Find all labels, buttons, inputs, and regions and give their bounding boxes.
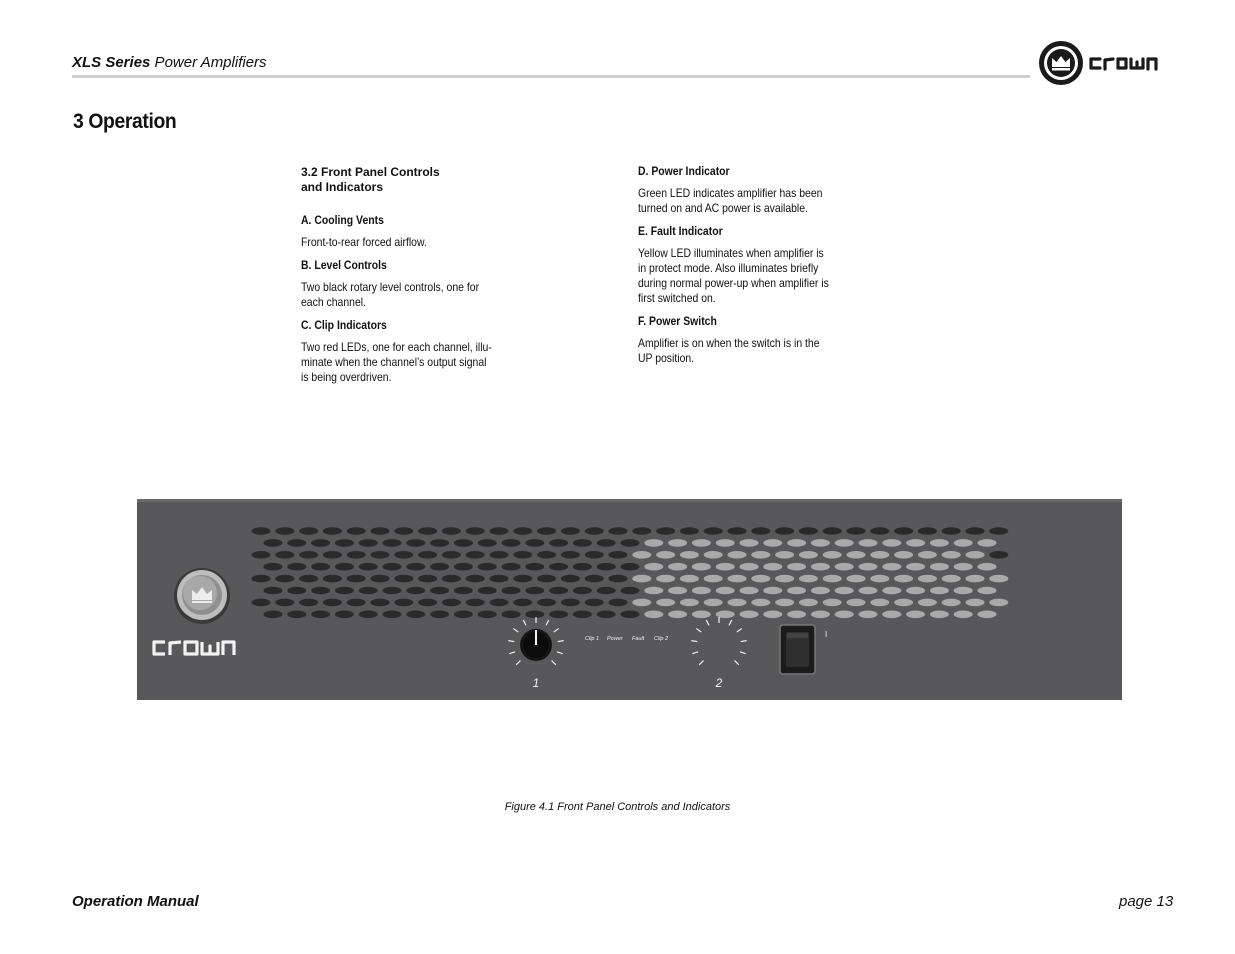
vent-hole xyxy=(644,587,663,595)
vent-hole xyxy=(728,575,747,583)
vent-hole xyxy=(335,587,354,595)
vent-hole xyxy=(835,611,854,619)
vent-hole xyxy=(906,587,925,595)
vent-hole xyxy=(383,587,402,595)
vent-hole xyxy=(311,539,330,547)
vent-hole xyxy=(537,599,556,607)
vent-hole xyxy=(799,599,818,607)
vent-hole xyxy=(942,575,961,583)
vent-hole xyxy=(371,575,390,583)
vent-hole xyxy=(966,575,985,583)
vent-hole xyxy=(537,575,556,583)
vent-hole xyxy=(799,527,818,535)
vent-hole xyxy=(954,611,973,619)
vent-hole xyxy=(847,527,866,535)
vent-hole xyxy=(621,539,640,547)
vent-hole xyxy=(847,599,866,607)
vent-hole xyxy=(537,527,556,535)
item-body-cooling-vents: Front-to-rear forced airflow. xyxy=(301,236,427,249)
vent-hole xyxy=(335,611,354,619)
footer-manual-title: Operation Manual xyxy=(72,893,199,910)
vent-hole xyxy=(835,539,854,547)
vent-hole xyxy=(930,539,949,547)
series-subtitle: Power Amplifiers xyxy=(150,54,267,71)
vent-hole xyxy=(252,551,271,559)
vent-hole xyxy=(894,575,913,583)
vent-hole xyxy=(799,551,818,559)
vent-hole xyxy=(347,527,366,535)
vent-hole xyxy=(906,611,925,619)
fault-indicator-label: Fault xyxy=(632,636,645,642)
vent-hole xyxy=(751,575,770,583)
vent-hole xyxy=(692,587,711,595)
vent-hole xyxy=(323,527,342,535)
vent-hole xyxy=(835,563,854,571)
vent-hole xyxy=(823,599,842,607)
item-heading-power-switch: F. Power Switch xyxy=(638,315,717,328)
series-name: XLS Series xyxy=(72,54,151,71)
vent-hole xyxy=(549,539,568,547)
vent-hole xyxy=(918,551,937,559)
vent-hole xyxy=(989,551,1008,559)
vent-hole xyxy=(597,563,616,571)
vent-hole xyxy=(609,551,628,559)
vent-hole xyxy=(906,539,925,547)
vent-hole xyxy=(561,575,580,583)
vent-hole xyxy=(347,599,366,607)
vent-hole xyxy=(870,551,889,559)
vent-hole xyxy=(502,587,521,595)
vent-hole xyxy=(680,527,699,535)
crown-badge-icon xyxy=(174,568,230,624)
vent-hole xyxy=(989,575,1008,583)
vent-hole xyxy=(525,563,544,571)
vent-hole xyxy=(930,611,949,619)
vent-hole xyxy=(466,599,485,607)
vent-hole xyxy=(954,539,973,547)
vent-hole xyxy=(383,611,402,619)
vent-hole xyxy=(478,611,497,619)
vent-hole xyxy=(252,527,271,535)
footer-page-number: page 13 xyxy=(1119,893,1174,910)
vent-hole xyxy=(918,599,937,607)
vent-hole xyxy=(609,575,628,583)
vent-hole xyxy=(418,575,437,583)
right-column xyxy=(638,164,853,374)
vent-hole xyxy=(383,563,402,571)
vent-hole xyxy=(811,539,830,547)
vent-hole xyxy=(918,575,937,583)
vent-hole xyxy=(668,611,687,619)
vent-hole xyxy=(966,527,985,535)
vent-hole xyxy=(264,539,283,547)
vent-hole xyxy=(371,599,390,607)
vent-hole xyxy=(787,539,806,547)
vent-hole xyxy=(430,563,449,571)
vent-hole xyxy=(454,563,473,571)
vent-hole xyxy=(347,551,366,559)
front-panel-illustration xyxy=(137,499,1122,700)
item-body-power-switch: Amplifier is on when the switch is in the UP position. xyxy=(638,337,820,365)
vent-hole xyxy=(799,575,818,583)
item-heading-cooling-vents: A. Cooling Vents xyxy=(301,214,384,227)
vent-hole xyxy=(882,587,901,595)
vent-hole xyxy=(549,563,568,571)
vent-hole xyxy=(668,539,687,547)
vent-hole xyxy=(573,611,592,619)
vent-hole xyxy=(406,587,425,595)
vent-hole xyxy=(989,599,1008,607)
vent-hole xyxy=(275,551,294,559)
vent-hole xyxy=(502,539,521,547)
vent-hole xyxy=(704,599,723,607)
vent-hole xyxy=(668,563,687,571)
vent-hole xyxy=(728,527,747,535)
vent-hole xyxy=(621,611,640,619)
vent-hole xyxy=(894,599,913,607)
subsection-title-line1: 3.2 Front Panel Controls xyxy=(301,165,440,179)
vent-hole xyxy=(823,527,842,535)
vent-hole xyxy=(847,575,866,583)
vent-hole xyxy=(525,587,544,595)
subsection-title xyxy=(301,165,516,195)
vent-hole xyxy=(323,599,342,607)
vent-hole xyxy=(573,587,592,595)
vent-hole xyxy=(609,599,628,607)
vent-hole xyxy=(978,539,997,547)
vent-hole xyxy=(418,599,437,607)
vent-hole xyxy=(930,587,949,595)
running-header xyxy=(72,54,267,71)
vent-hole xyxy=(692,563,711,571)
vent-hole xyxy=(882,563,901,571)
vent-hole xyxy=(680,575,699,583)
vent-hole xyxy=(716,563,735,571)
item-heading-fault-indicator: E. Fault Indicator xyxy=(638,225,723,238)
vent-hole xyxy=(359,611,378,619)
vent-hole xyxy=(275,527,294,535)
vent-hole xyxy=(692,611,711,619)
vent-hole xyxy=(621,563,640,571)
vent-hole xyxy=(406,563,425,571)
vent-hole xyxy=(716,611,735,619)
section-title: 3 Operation xyxy=(73,110,177,133)
vent-hole xyxy=(597,539,616,547)
item-heading-clip-indicators: C. Clip Indicators xyxy=(301,319,387,332)
vent-hole xyxy=(704,551,723,559)
vent-hole xyxy=(751,551,770,559)
vent-hole xyxy=(870,575,889,583)
vent-hole xyxy=(609,527,628,535)
vent-hole xyxy=(299,527,318,535)
vent-hole xyxy=(728,599,747,607)
crown-logo-icon xyxy=(1036,38,1186,88)
vent-hole xyxy=(287,611,306,619)
vent-hole xyxy=(299,551,318,559)
vent-hole xyxy=(311,587,330,595)
vent-hole xyxy=(430,539,449,547)
clip2-indicator-label: Clip 2 xyxy=(654,636,669,642)
clip1-indicator-label: Clip 1 xyxy=(585,636,600,642)
vent-hole xyxy=(323,575,342,583)
vent-hole xyxy=(632,599,651,607)
vent-hole xyxy=(466,527,485,535)
vent-hole xyxy=(656,599,675,607)
vent-hole xyxy=(406,611,425,619)
power-indicator-label: Power xyxy=(607,636,623,642)
left-column xyxy=(301,165,516,393)
vent-hole xyxy=(847,551,866,559)
vent-hole xyxy=(966,551,985,559)
vent-hole xyxy=(502,563,521,571)
vent-hole xyxy=(716,539,735,547)
vent-hole xyxy=(264,611,283,619)
vent-hole xyxy=(252,599,271,607)
vent-hole xyxy=(740,539,759,547)
vent-hole xyxy=(978,563,997,571)
vent-hole xyxy=(632,527,651,535)
vent-hole xyxy=(787,587,806,595)
vent-hole xyxy=(775,527,794,535)
vent-hole xyxy=(632,551,651,559)
vent-hole xyxy=(323,551,342,559)
vent-hole xyxy=(264,587,283,595)
vent-hole xyxy=(561,527,580,535)
vent-hole xyxy=(359,563,378,571)
vent-hole xyxy=(490,551,509,559)
vent-hole xyxy=(311,563,330,571)
vent-hole xyxy=(454,587,473,595)
vent-hole xyxy=(299,599,318,607)
vent-hole xyxy=(490,575,509,583)
vent-hole xyxy=(656,575,675,583)
vent-hole xyxy=(549,587,568,595)
vent-hole xyxy=(978,611,997,619)
item-body-clip-indicators: Two red LEDs, one for each channel, illu- minate when the channel’s output signal is being overdriven. xyxy=(301,341,492,384)
power-switch-on-label: I xyxy=(825,630,828,639)
vent-hole xyxy=(585,599,604,607)
vent-hole xyxy=(740,611,759,619)
vent-hole xyxy=(502,611,521,619)
vent-hole xyxy=(835,587,854,595)
vent-hole xyxy=(454,611,473,619)
vent-hole xyxy=(811,563,830,571)
vent-hole xyxy=(704,575,723,583)
vent-hole xyxy=(656,527,675,535)
vent-hole xyxy=(311,611,330,619)
vent-hole xyxy=(918,527,937,535)
vent-hole xyxy=(882,611,901,619)
vent-hole xyxy=(478,563,497,571)
vent-hole xyxy=(394,551,413,559)
vent-hole xyxy=(513,551,532,559)
vent-hole xyxy=(478,587,497,595)
vent-hole xyxy=(585,575,604,583)
vent-hole xyxy=(894,551,913,559)
vent-hole xyxy=(692,539,711,547)
header-rule xyxy=(72,75,1030,78)
vent-hole xyxy=(942,599,961,607)
vent-hole xyxy=(728,551,747,559)
vent-hole xyxy=(740,587,759,595)
vent-hole xyxy=(287,587,306,595)
vent-hole xyxy=(668,587,687,595)
vent-hole xyxy=(525,539,544,547)
vent-hole xyxy=(394,575,413,583)
vent-hole xyxy=(525,611,544,619)
vent-hole xyxy=(859,587,878,595)
vent-hole xyxy=(751,599,770,607)
item-heading-level-controls: B. Level Controls xyxy=(301,259,387,272)
vent-hole xyxy=(478,539,497,547)
vent-hole xyxy=(394,527,413,535)
figure-caption: Figure 4.1 Front Panel Controls and Indicators xyxy=(504,801,731,813)
vent-hole xyxy=(632,575,651,583)
vent-hole xyxy=(454,539,473,547)
vent-hole xyxy=(704,527,723,535)
vent-hole xyxy=(740,563,759,571)
vent-hole xyxy=(716,587,735,595)
vent-hole xyxy=(335,539,354,547)
vent-hole xyxy=(347,575,366,583)
vent-hole xyxy=(359,539,378,547)
vent-hole xyxy=(644,611,663,619)
vent-hole xyxy=(275,599,294,607)
vent-hole xyxy=(537,551,556,559)
vent-hole xyxy=(442,599,461,607)
vent-hole xyxy=(989,527,1008,535)
vent-hole xyxy=(573,539,592,547)
vent-hole xyxy=(763,539,782,547)
vent-hole xyxy=(859,539,878,547)
item-body-fault-indicator: Yellow LED illuminates when amplifier is in protect mode. Also illuminates briefly during normal power-up when amplifier is first switched on. xyxy=(638,247,829,305)
vent-hole xyxy=(787,611,806,619)
vent-hole xyxy=(954,563,973,571)
vent-hole xyxy=(775,575,794,583)
vent-hole xyxy=(383,539,402,547)
vent-hole xyxy=(466,551,485,559)
vent-hole xyxy=(442,551,461,559)
vent-hole xyxy=(299,575,318,583)
vent-hole xyxy=(787,563,806,571)
vent-hole xyxy=(763,563,782,571)
vent-hole xyxy=(418,527,437,535)
vent-hole xyxy=(775,551,794,559)
vent-hole xyxy=(561,551,580,559)
vent-hole xyxy=(966,599,985,607)
vent-hole xyxy=(942,527,961,535)
vent-hole xyxy=(287,563,306,571)
vent-hole xyxy=(561,599,580,607)
vent-hole xyxy=(442,575,461,583)
vent-hole xyxy=(823,575,842,583)
vent-hole xyxy=(656,551,675,559)
subsection-title-line2: and Indicators xyxy=(301,180,384,194)
vent-hole xyxy=(978,587,997,595)
vent-hole xyxy=(644,563,663,571)
item-body-power-indicator: Green LED indicates amplifier has been turned on and AC power is available. xyxy=(638,187,823,215)
vent-hole xyxy=(906,563,925,571)
vent-hole xyxy=(264,563,283,571)
vent-hole xyxy=(585,551,604,559)
vent-hole xyxy=(597,611,616,619)
vent-hole xyxy=(335,563,354,571)
vent-hole xyxy=(942,551,961,559)
item-heading-power-indicator: D. Power Indicator xyxy=(638,165,730,178)
vent-hole xyxy=(430,587,449,595)
vent-hole xyxy=(466,575,485,583)
vent-hole xyxy=(811,611,830,619)
vent-hole xyxy=(597,587,616,595)
vent-hole xyxy=(859,563,878,571)
level-control-2-label: 2 xyxy=(715,676,723,690)
vent-hole xyxy=(644,539,663,547)
vent-hole xyxy=(811,587,830,595)
vent-hole xyxy=(252,575,271,583)
vent-hole xyxy=(490,599,509,607)
vent-hole xyxy=(870,527,889,535)
vent-hole xyxy=(763,587,782,595)
vent-hole xyxy=(430,611,449,619)
vent-hole xyxy=(442,527,461,535)
vent-hole xyxy=(275,575,294,583)
vent-hole xyxy=(573,563,592,571)
power-switch xyxy=(780,625,815,674)
vent-hole xyxy=(513,599,532,607)
vent-hole xyxy=(894,527,913,535)
vent-hole xyxy=(418,551,437,559)
vent-hole xyxy=(287,539,306,547)
vent-hole xyxy=(751,527,770,535)
vent-hole xyxy=(763,611,782,619)
item-body-level-controls: Two black rotary level controls, one for each channel. xyxy=(301,281,480,309)
vent-hole xyxy=(859,611,878,619)
vent-hole xyxy=(371,527,390,535)
vent-hole xyxy=(870,599,889,607)
vent-hole xyxy=(585,527,604,535)
vent-hole xyxy=(680,599,699,607)
vent-hole xyxy=(490,527,509,535)
vent-hole xyxy=(513,527,532,535)
vent-hole xyxy=(371,551,390,559)
vent-hole xyxy=(513,575,532,583)
vent-hole xyxy=(775,599,794,607)
vent-hole xyxy=(930,563,949,571)
vent-hole xyxy=(406,539,425,547)
vent-hole xyxy=(549,611,568,619)
vent-hole xyxy=(882,539,901,547)
vent-hole xyxy=(823,551,842,559)
vent-hole xyxy=(621,587,640,595)
vent-hole xyxy=(680,551,699,559)
vent-hole xyxy=(359,587,378,595)
vent-hole xyxy=(954,587,973,595)
vent-hole xyxy=(394,599,413,607)
level-control-1-label: 1 xyxy=(532,676,540,690)
